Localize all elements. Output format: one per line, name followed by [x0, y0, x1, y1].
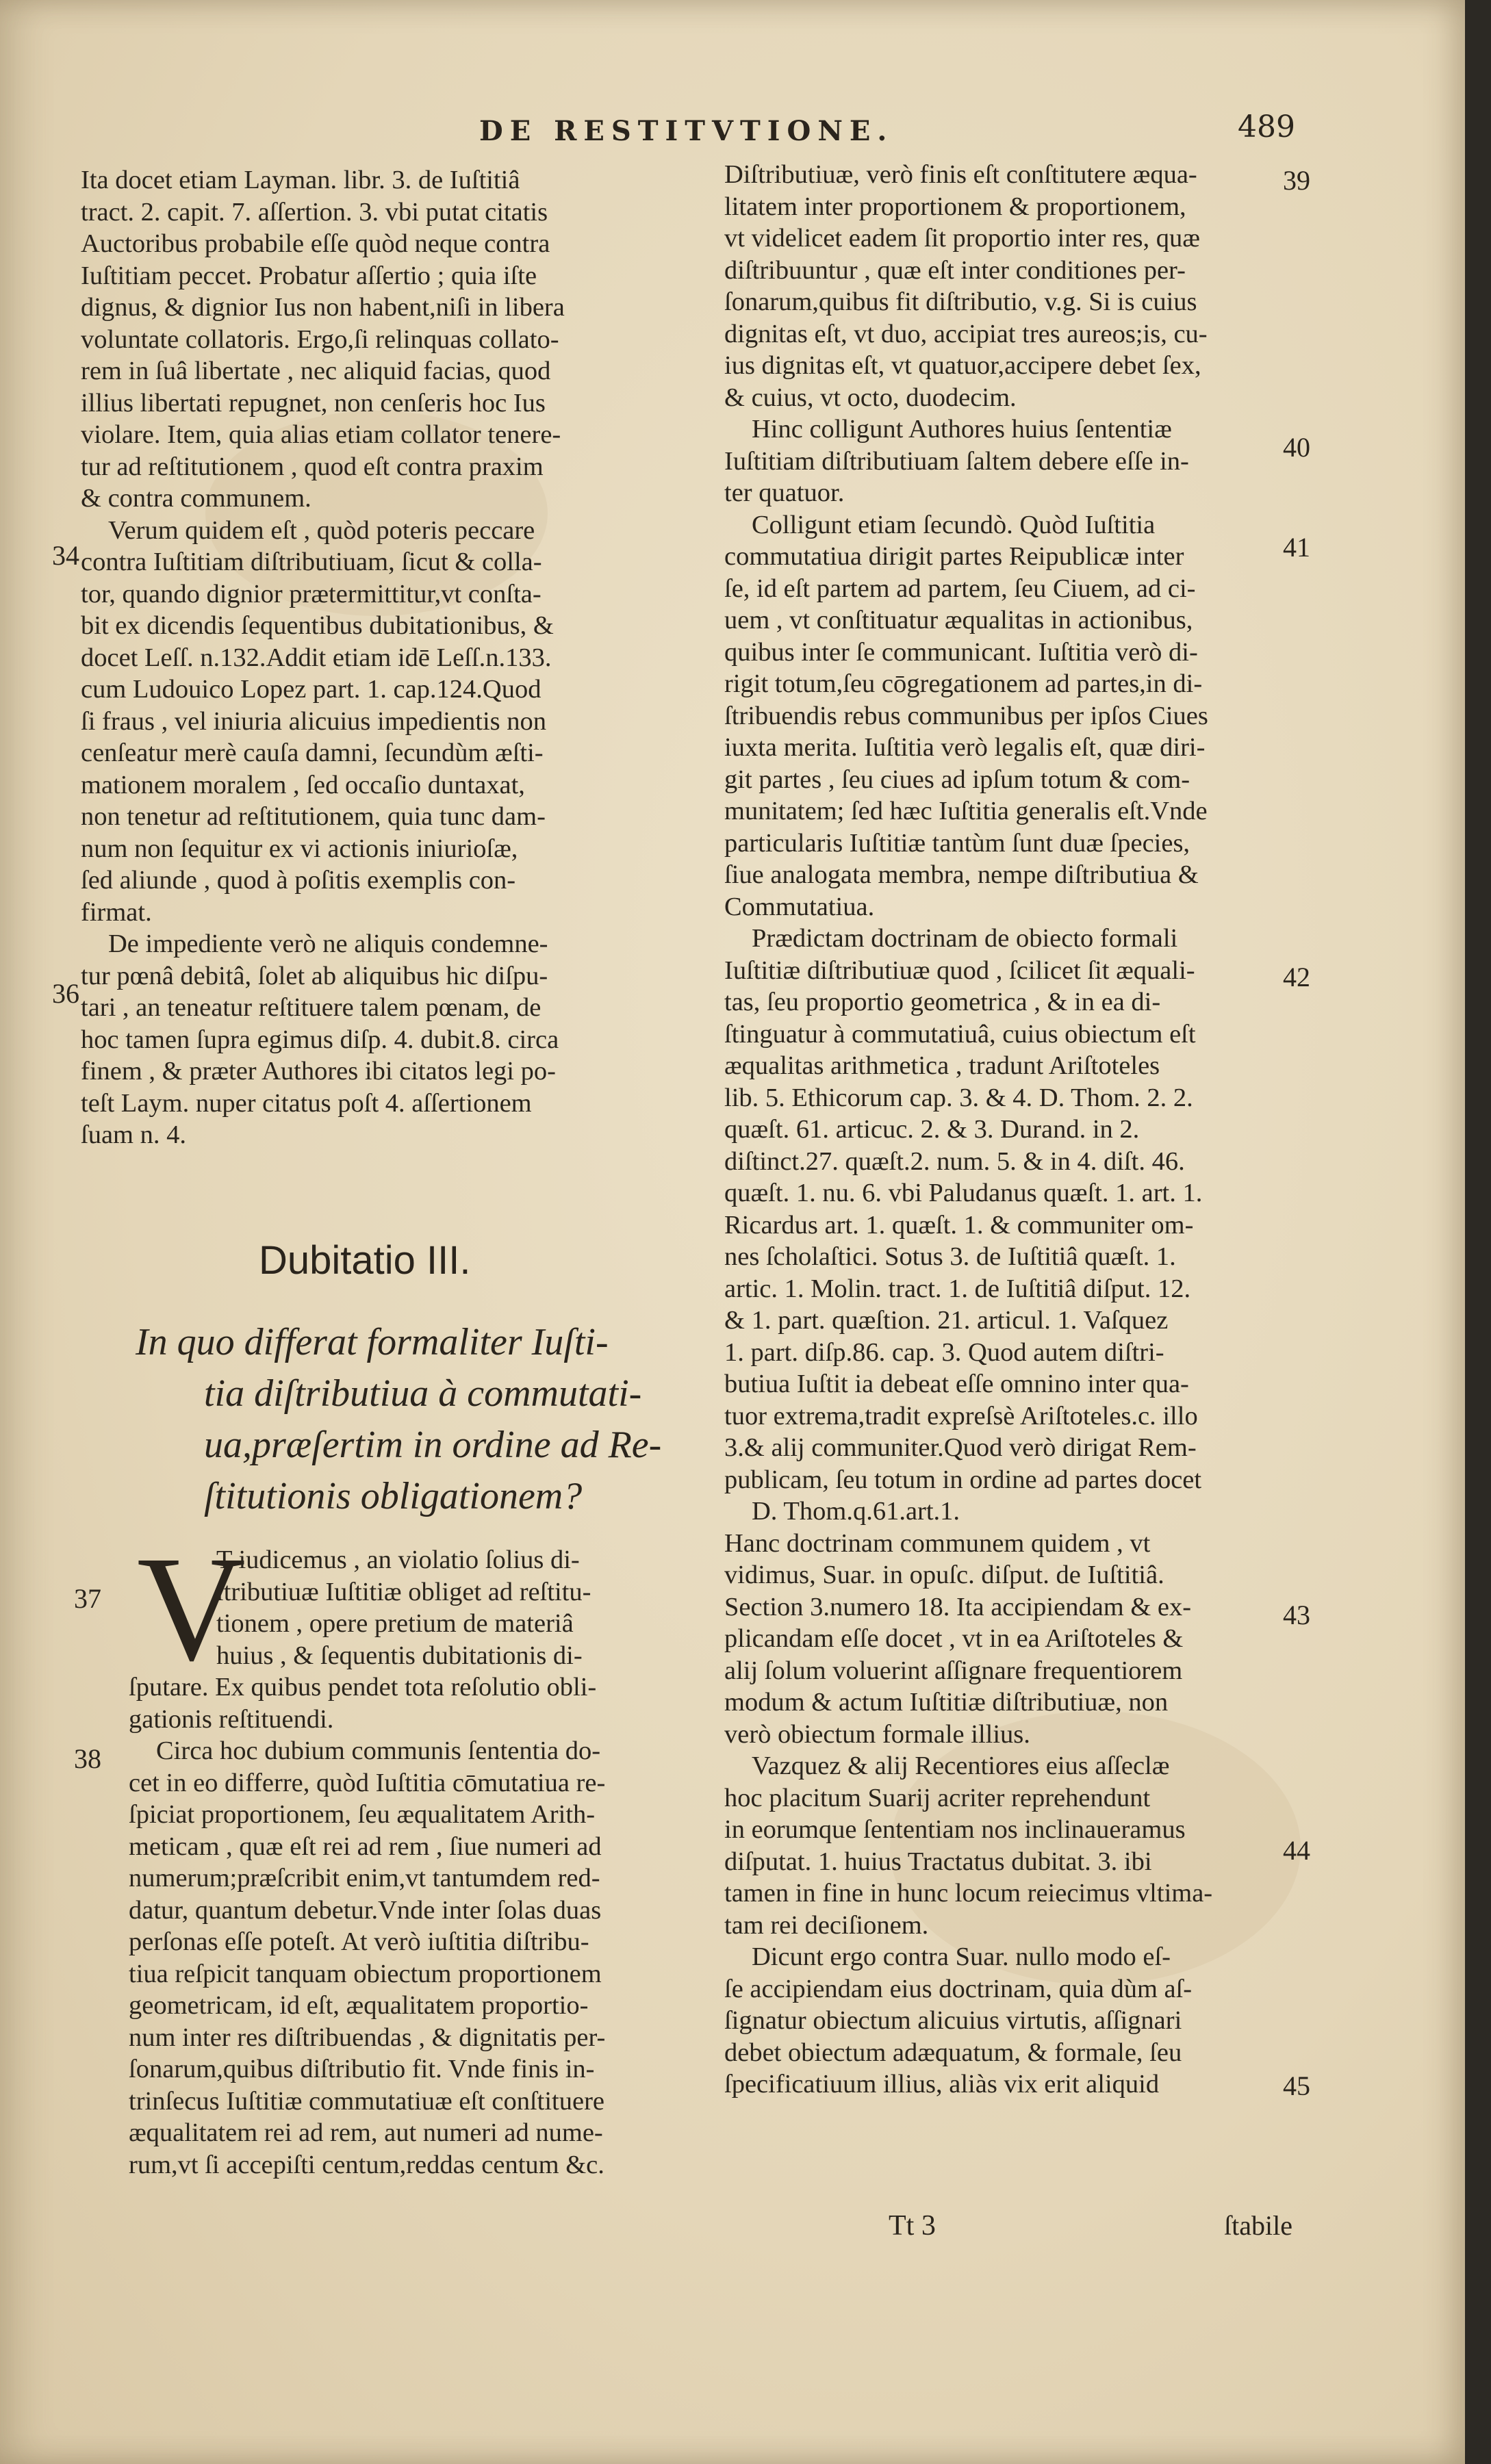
text-line: In quo differat formaliter Iuſti- [136, 1321, 609, 1363]
text-line: modum & actum Iuſtitiæ diſtributiuæ, non [724, 1688, 1169, 1717]
text-line: git partes , ſeu ciues ad ipſum totum & com- [724, 765, 1190, 794]
text-line: cenſeatur merè cauſa damni, ſecundùm æſti- [81, 739, 544, 767]
text-line: De impediente verò ne aliquis condemne- [108, 929, 548, 958]
text-line: Commutatiua. [724, 892, 875, 921]
text-line: tamen in fine in hunc locum reiecimus vltima- [724, 1879, 1213, 1908]
text-line: ſe accipiendam eius doctrinam, quia dùm aſ- [724, 1974, 1193, 2003]
text-line: illius libertati repugnet, non cenſeris hoc Ius [81, 388, 546, 418]
text-line: munitatem; ſed hæc Iuſtitia generalis eſt.Vnde [724, 797, 1208, 825]
text-line: lib. 5. Ethicorum cap. 3. & 4. D. Thom. 2. 2. [724, 1083, 1193, 1112]
text-line: ſtributiuæ Iuſtitiæ obliget ad reſtitu- [216, 1577, 591, 1606]
text-line: mationem moralem , ſed occaſio duntaxat, [81, 770, 525, 799]
text-line: Ricardus art. 1. quæſt. 1. & communiter om- [724, 1210, 1194, 1240]
text-line: ſignatur obiectum alicuius virtutis, aſſignari [724, 2006, 1182, 2035]
text-line: ſpiciat proportionem, ſeu æqualitatem Arith- [129, 1800, 596, 1829]
text-line: teſt Laym. nuper citatus poſt 4. aſſertionem [81, 1088, 532, 1118]
text-line: Vazquez & alij Recentiores eius aſſeclæ [752, 1751, 1170, 1780]
text-line: rum,vt ſi accepiſti centum,reddas centum &c. [129, 2150, 604, 2179]
text-line: ſi fraus , vel iniuria alicuius impedientis non [81, 706, 547, 736]
text-line: particularis Iuſtitiæ tantùm ſunt duæ ſpecies, [724, 828, 1190, 858]
text-line: perſonas eſſe poteſt. At verò iuſtitia diſtribu- [129, 1927, 589, 1956]
question-heading [136, 1317, 697, 1522]
text-line: ſonarum,quibus diſtributio fit. Vnde finis in- [129, 2055, 595, 2083]
text-line: ſtribuendis rebus communibus per ipſos Ciues [724, 701, 1208, 730]
text-line: litatem inter proportionem & proportionem, [724, 192, 1186, 221]
text-line: tam rei deciſionem. [724, 1910, 929, 1940]
text-line: Prædictam doctrinam de obiecto formali [752, 924, 1178, 953]
text-line: publicam, ſeu totum in ordine ad partes docet [724, 1465, 1202, 1494]
text-line: ſed aliunde , quod à poſitis exemplis con- [81, 866, 516, 895]
margin-number: 37 [74, 1583, 101, 1614]
text-line: debet obiectum adæquatum, & formale, ſeu [724, 2038, 1182, 2067]
text-line: contra Iuſtitiam diſtributiuam, ſicut & colla- [81, 548, 542, 576]
text-line: quæſt. 1. nu. 6. vbi Paludanus quæſt. 1. art. 1. [724, 1179, 1203, 1207]
text-line: Ita docet etiam Layman. libr. 3. de Iuſtitiâ [81, 166, 520, 194]
text-line: Hanc doctrinam communem quidem , vt [724, 1528, 1151, 1558]
margin-number: 44 [1283, 1835, 1310, 1866]
text-line: ſe, id eſt partem ad partem, ſeu Ciuem, ad ci- [724, 574, 1196, 603]
text-line: Iuſtitiam peccet. Probatur aſſertio ; quia iſte [81, 261, 537, 290]
text-line: & 1. part. quæſtion. 21. articul. 1. Vaſquez [724, 1306, 1169, 1335]
text-line: ſtitutionis obligationem? [204, 1475, 583, 1517]
text-line: bit ex dicendis ſequentibus dubitationibus, & [81, 611, 554, 640]
margin-number: 41 [1283, 532, 1310, 563]
running-head: DE RESTITVTIONE. [479, 115, 894, 147]
text-line: vidimus, Suar. in opuſc. diſput. de Iuſtitiâ. [724, 1561, 1164, 1589]
section-heading: Dubitatio III. [259, 1238, 471, 1283]
text-line: quæſt. 61. articuc. 2. & 3. Durand. in 2. [724, 1115, 1140, 1144]
text-line: dignus, & dignior Ius non habent,niſi in libera [81, 293, 565, 322]
text-line: commutatiua dirigit partes Reipublicæ inter [724, 542, 1184, 571]
margin-number: 40 [1283, 432, 1310, 463]
text-line: tur pœnâ debitâ, ſolet ab aliquibus hic diſpu- [81, 961, 548, 990]
text-line: æqualitas arithmetica , tradunt Ariſtoteles [724, 1051, 1160, 1080]
text-line: Dicunt ergo contra Suar. nullo modo eſ- [752, 1942, 1171, 1971]
text-line: Circa hoc dubium communis ſententia do- [156, 1736, 601, 1765]
text-line: in eorumque ſententiam nos inclinaueramus [724, 1815, 1186, 1844]
text-line: num non ſequitur ex vi actionis iniurioſæ, [81, 834, 518, 863]
text-line: Iuſtitiæ diſtributiuæ quod , ſcilicet ſit æquali- [724, 955, 1195, 985]
text-line: tiua reſpicit tanquam obiectum proportionem [129, 1959, 602, 1988]
text-line: vt videlicet eadem ſit proportio inter res, quæ [724, 224, 1200, 253]
text-line: 1. part. diſp.86. cap. 3. Quod autem diſtri- [724, 1337, 1164, 1367]
text-line: tia diſtributiua à commutati- [204, 1372, 642, 1415]
text-line: rem in ſuâ libertate , nec aliquid facias, quod [81, 357, 551, 385]
page-number: 489 [1238, 110, 1295, 144]
text-line: numerum;præſcribit enim,vt tantumdem red- [129, 1864, 600, 1892]
text-line: cet in eo differre, quòd Iuſtitia cōmutatiua re- [129, 1768, 606, 1797]
text-line: ter quatuor. [724, 478, 845, 507]
left-column-top [81, 164, 697, 1151]
text-line: iuxta merita. Iuſtitia verò legalis eſt, quæ diri- [724, 733, 1206, 762]
text-line: hoc tamen ſupra egimus diſp. 4. dubit.8. circa [81, 1025, 559, 1054]
text-line: dignitas eſt, vt duo, accipiat tres aureos;is, cu- [724, 319, 1208, 348]
text-line: ſuam n. 4. [81, 1120, 186, 1149]
text-line: Verum quidem eſt , quòd poteris peccare [108, 515, 535, 545]
left-column-body [129, 1544, 697, 2181]
text-line: hoc placitum Suarij acriter reprehendunt [724, 1783, 1151, 1812]
text-line: Auctoribus probabile eſſe quòd neque contra [81, 229, 550, 258]
margin-number: 34 [52, 540, 79, 571]
text-line: ſiue analogata membra, nempe diſtributiua & [724, 860, 1199, 889]
text-line: diſtinct.27. quæſt.2. num. 5. & in 4. diſt. 46. [724, 1146, 1185, 1176]
text-line: ius dignitas eſt, vt quatuor,accipere debet ſex, [724, 351, 1201, 380]
text-line: Section 3.numero 18. Ita accipiendam & ex- [724, 1592, 1192, 1621]
text-line: firmat. [81, 897, 152, 927]
text-line: Diſtributiuæ, verò finis eſt conſtitutere æqua- [724, 160, 1197, 189]
text-line: uem , vt conſtituatur æqualitas in actionibus, [724, 606, 1193, 634]
text-line: docet Leſſ. n.132.Addit etiam idē Leſſ.n.133. [81, 643, 552, 672]
text-line: ſputare. Ex quibus pendet tota reſolutio obli- [129, 1673, 597, 1702]
text-line: & cuius, vt octo, duodecim. [724, 383, 1017, 412]
margin-number: 38 [74, 1743, 101, 1774]
margin-number: 39 [1283, 165, 1310, 196]
text-line: plicandam eſſe docet , vt in ea Ariſtoteles & [724, 1624, 1184, 1653]
catchword: ſtabile [1224, 2210, 1292, 2241]
text-line: diſputat. 1. huius Tractatus dubitat. 3. ibi [724, 1847, 1152, 1876]
text-line: Iuſtitiam diſtributiuam ſaltem debere eſſe in- [724, 446, 1189, 476]
text-line: diſtribuuntur , quæ eſt inter conditiones per- [724, 255, 1186, 285]
text-line: tari , an teneatur reſtituere talem pœnam, de [81, 993, 541, 1022]
text-line: non tenetur ad reſtitutionem, quia tunc dam- [81, 802, 546, 831]
text-line: num inter res diſtribuendas , & dignitatis per- [129, 2023, 606, 2052]
text-line: verò obiectum formale illius. [724, 1719, 1030, 1749]
text-line: finem , & præter Authores ibi citatos legi po- [81, 1057, 556, 1086]
text-line: ſtinguatur à commutatiuâ, cuius obiectum eſt [724, 1019, 1196, 1049]
text-line: gationis reſtituendi. [129, 1704, 334, 1734]
text-line: cum Ludouico Lopez part. 1. cap.124.Quod [81, 675, 541, 704]
drop-cap: V [137, 1525, 246, 1692]
text-line: trinſecus Iuſtitiæ commutatiuæ eſt conſtituere [129, 2086, 604, 2116]
text-line: ſonarum,quibus fit diſtributio, v.g. Si is cuius [724, 287, 1197, 316]
margin-number: 42 [1283, 962, 1310, 992]
text-line: geometricam, id eſt, æqualitatem proportio- [129, 1991, 589, 2020]
text-line: quibus inter ſe communicant. Iuſtitia verò di- [724, 637, 1198, 667]
text-line: alij ſolum voluerint aſſignare frequentiorem [724, 1656, 1183, 1685]
text-line: tionem , opere pretium de materiâ [216, 1609, 574, 1638]
text-line: tas, ſeu proportio geometrica , & in ea di- [724, 988, 1161, 1016]
margin-number: 43 [1283, 1600, 1310, 1630]
text-line: ua,præſertim in ordine ad Re- [204, 1424, 662, 1466]
text-line: 3.& alij communiter.Quod verò dirigat Rem- [724, 1433, 1197, 1462]
margin-number: 36 [52, 978, 79, 1009]
margin-number: 45 [1283, 2070, 1310, 2101]
text-line: & contra communem. [81, 484, 311, 513]
text-line: tor, quando dignior prætermittitur,vt conſta- [81, 579, 541, 608]
text-line: butiua Iuſtit ia debeat eſſe omnino inter qua- [724, 1370, 1189, 1398]
text-line: violare. Item, quia alias etiam collator tenere- [81, 420, 561, 449]
text-line: rigit totum,ſeu cōgregationem ad partes,in di- [724, 669, 1203, 698]
text-line: voluntate collatoris. Ergo,ſi relinquas collato- [81, 324, 559, 354]
text-line: Hinc colligunt Authores huius ſententiæ [752, 415, 1172, 444]
text-line: tuor extrema,tradit expreſsè Ariſtoteles.c. illo [724, 1401, 1198, 1430]
text-line: huius , & ſequentis dubitationis di- [216, 1641, 583, 1670]
text-line: æqualitatem rei ad rem, aut numeri ad nume- [129, 2118, 603, 2147]
page-edge [1465, 0, 1491, 2464]
text-line: tur ad reſtitutionem , quod eſt contra praxim [81, 452, 544, 481]
text-line: Colligunt etiam ſecundò. Quòd Iuſtitia [752, 510, 1156, 539]
text-line: nes ſcholaſtici. Sotus 3. de Iuſtitiâ quæſt. 1. [724, 1242, 1176, 1271]
text-line: tract. 2. capit. 7. aſſertion. 3. vbi putat citatis [81, 197, 548, 227]
text-line: D. Thom.q.61.art.1. [752, 1497, 960, 1526]
text-line: meticam , quæ eſt rei ad rem , ſiue numeri ad [129, 1832, 602, 1861]
right-column [724, 159, 1292, 2101]
text-line: ſpecificatiuum illius, aliàs vix erit aliquid [724, 2070, 1160, 2099]
text-line: T iudicemus , an violatio ſolius di- [216, 1545, 580, 1574]
signature-mark: Tt 3 [889, 2210, 936, 2242]
text-line: datur, quantum debetur.Vnde inter ſolas duas [129, 1895, 602, 1925]
text-line: artic. 1. Molin. tract. 1. de Iuſtitiâ diſput. 12. [724, 1274, 1191, 1303]
